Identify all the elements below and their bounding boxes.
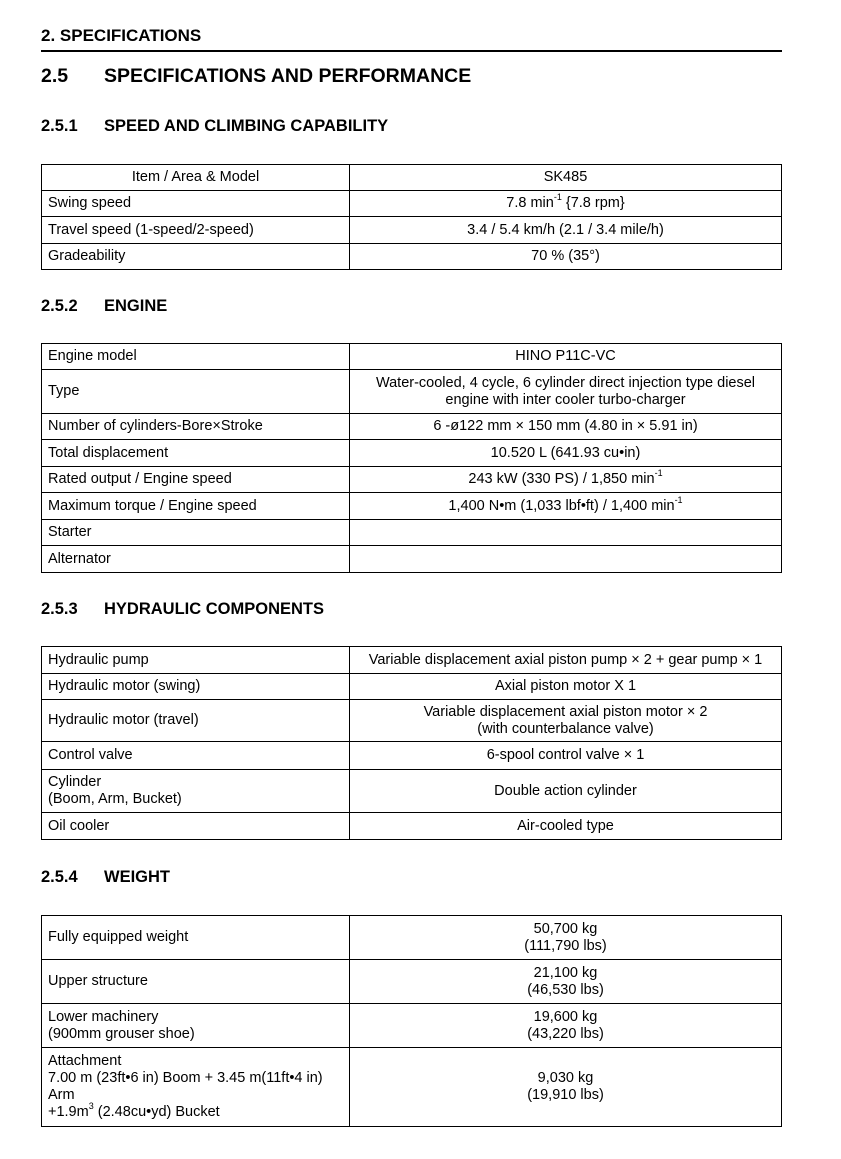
table-row [42,674,782,700]
row-label: Cylinder (Boom, Arm, Bucket) [42,770,350,813]
header-item-cell: Item / Area & Model [42,165,350,191]
table-row [42,520,782,546]
table-row [42,191,782,217]
table-row [42,1048,782,1127]
subsection-number: 2.5.3 [41,600,78,618]
table-row [42,647,782,674]
table-row [42,165,782,191]
row-label: Starter [42,520,350,546]
table-row [42,546,782,573]
row-value: Air-cooled type [350,813,782,840]
row-label: Hydraulic motor (travel) [42,700,350,742]
row-label: Number of cylinders-Bore×Stroke [42,414,350,440]
row-label: Travel speed (1-speed/2-speed) [42,217,350,244]
row-value: Double action cylinder [350,770,782,813]
table-row [42,916,782,960]
engine-table [41,343,782,573]
hydraulic-table [41,646,782,840]
row-label: Oil cooler [42,813,350,840]
table-row [42,813,782,840]
header-model-cell: SK485 [350,165,782,191]
subsection-heading-engine [41,296,167,316]
row-value: 1,400 N•m (1,033 lbf•ft) / 1,400 $\min^{-1}$ [350,493,782,520]
table-row [42,467,782,493]
row-value: Axial piston motor X 1 [350,674,782,700]
table-row [42,960,782,1004]
row-label: Type [42,370,350,414]
subsection-title: HYDRAULIC COMPONENTS [104,600,325,618]
row-label: Engine model [42,344,350,370]
row-label: Fully equipped weight [42,916,350,960]
subsection-number: 2.5.1 [41,117,78,135]
subsection-number: 2.5.2 [41,297,78,315]
row-value: 19,600 kg (43,220 lbs) [350,1004,782,1048]
subsection-number: 2.5.4 [41,868,78,886]
table-row [42,1004,782,1048]
table-row [42,700,782,742]
table-row [42,344,782,370]
table-row [42,414,782,440]
table-row [42,493,782,520]
table-row [42,770,782,813]
row-label: Gradeability [42,244,350,270]
row-value: HINO P11C-VC [350,344,782,370]
row-value: Variable displacement axial piston pump × 2 + gear pump × 1 [350,647,782,674]
row-value: 9,030 kg (19,910 lbs) [350,1048,782,1127]
table-row [42,742,782,770]
table-row [42,217,782,244]
row-value: 3.4 / 5.4 km/h (2.1 / 3.4 mile/h) [350,217,782,244]
row-value: Variable displacement axial piston motor × 2 (with counterbalance valve) [350,700,782,742]
subsection-title: ENGINE [104,297,168,315]
row-label: Swing speed [42,191,350,217]
weight-table [41,915,782,1127]
subsection-heading-hydraulic [41,599,324,619]
row-value: 21,100 kg (46,530 lbs) [350,960,782,1004]
row-value: 70 % (35°) [350,244,782,270]
row-value: 7.8 $\min^{-1} \{7.8$ rpm} [350,191,782,217]
section-heading [41,64,471,88]
row-label: Hydraulic motor (swing) [42,674,350,700]
row-label: Rated output / Engine speed [42,467,350,493]
subsection-title: WEIGHT [104,868,170,886]
table-row [42,244,782,270]
row-value [350,546,782,573]
row-label: Attachment 7.00 m (23ft•6 in) Boom + 3.45 m(11ft•4 in) Arm $+1.9m^3$ (2.48cu•yd) Bucket [42,1048,350,1127]
row-label: Hydraulic pump [42,647,350,674]
row-value: 6-spool control valve × 1 [350,742,782,770]
row-value: Water-cooled, 4 cycle, 6 cylinder direct injection type diesel engine with inter cooler turbo-charger [350,370,782,414]
row-label: Upper structure [42,960,350,1004]
table-row [42,370,782,414]
row-label: Alternator [42,546,350,573]
speed-table [41,164,782,270]
section-number: 2.5 [41,65,69,87]
row-value: 243 kW (330 PS) / 1,850 $\min^{-1}$ [350,467,782,493]
row-label: Lower machinery (900mm grouser shoe) [42,1004,350,1048]
row-label: Maximum torque / Engine speed [42,493,350,520]
table-row [42,440,782,467]
row-label: Total displacement [42,440,350,467]
row-value [350,520,782,546]
chapter-header: 2. SPECIFICATIONS [41,26,782,52]
row-value: 10.520 L (641.93 cu•in) [350,440,782,467]
row-value: 6 -ø122 mm × 150 mm (4.80 in × 5.91 in) [350,414,782,440]
row-label: Control valve [42,742,350,770]
row-value: 50,700 kg (111,790 lbs) [350,916,782,960]
section-title: SPECIFICATIONS AND PERFORMANCE [104,65,472,87]
subsection-heading-speed [41,116,388,136]
subsection-heading-weight [41,867,170,887]
subsection-title: SPEED AND CLIMBING CAPABILITY [104,117,389,135]
